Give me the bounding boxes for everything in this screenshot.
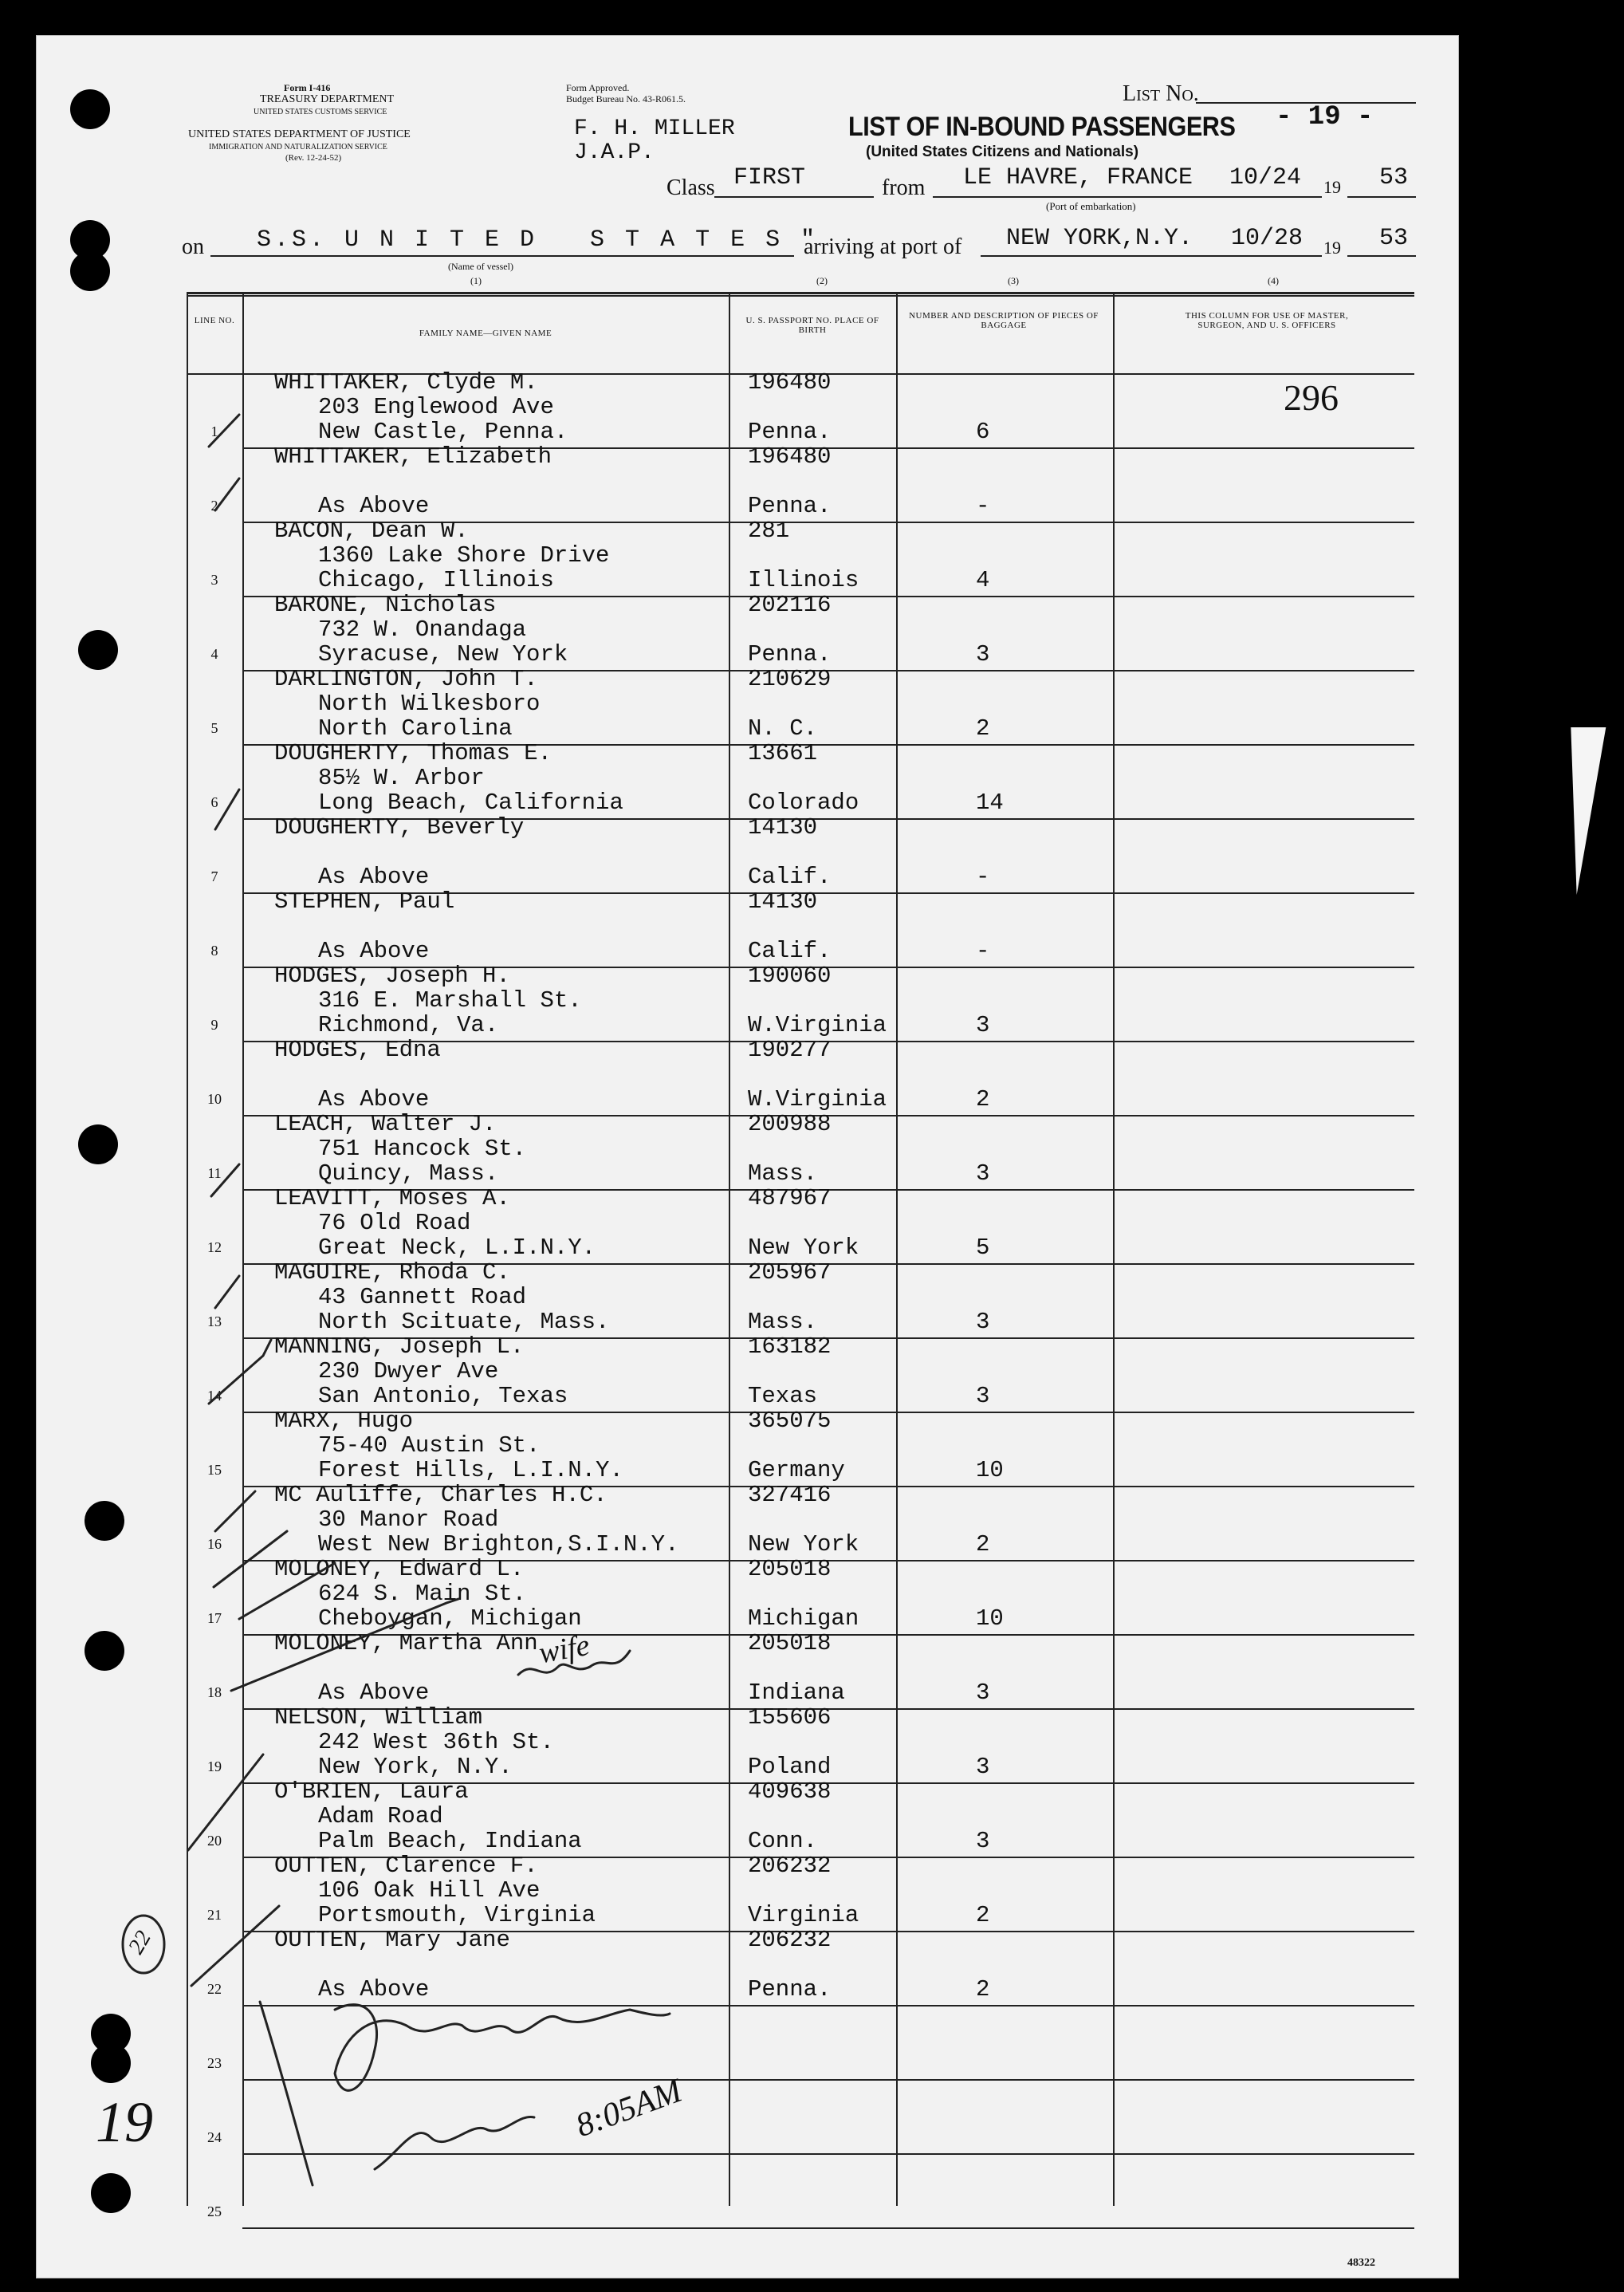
passenger-name: LEAVITT, Moses A. <box>274 1185 510 1211</box>
place-of-birth: New York <box>748 1235 859 1261</box>
officer-initials: J.A.P. <box>574 140 655 165</box>
line-number: 18 <box>207 1684 222 1700</box>
line-number: 16 <box>207 1536 222 1552</box>
address-line: As Above <box>318 493 430 519</box>
line-number: 19 <box>207 1758 222 1774</box>
passenger-name: STEPHEN, Paul <box>274 888 455 915</box>
address-line: 316 E. Marshall St. <box>318 987 582 1014</box>
line-number: 22 <box>207 1981 222 1997</box>
baggage-count: 4 <box>976 567 990 593</box>
line-number: 10 <box>207 1091 222 1107</box>
header-baggage: NUMBER AND DESCRIPTION OF PIECES OF BAGGAGE <box>909 311 1099 330</box>
year-prefix-2: 19 <box>1323 238 1341 258</box>
address-line: North Wilkesboro <box>318 691 541 717</box>
from-port: LE HAVRE, FRANCE <box>963 164 1193 191</box>
baggage-count: - <box>976 864 990 890</box>
passport-number: 190277 <box>748 1037 832 1063</box>
address-line: Long Beach, California <box>318 790 623 816</box>
baggage-count: 3 <box>976 1828 990 1854</box>
baggage-count: 10 <box>976 1457 1004 1483</box>
passenger-name: BACON, Dean W. <box>274 518 469 544</box>
address-line: 751 Hancock St. <box>318 1136 527 1162</box>
address-line: New Castle, Penna. <box>318 419 568 445</box>
address-line: Cheboygan, Michigan <box>318 1605 582 1632</box>
passenger-name: WHITTAKER, Elizabeth <box>274 443 552 470</box>
customs-service: UNITED STATES CUSTOMS SERVICE <box>254 108 387 116</box>
place-of-birth: Michigan <box>748 1605 859 1632</box>
address-line: 732 W. Onandaga <box>318 616 527 643</box>
officer-name: F. H. MILLER <box>574 116 735 141</box>
from-label: from <box>882 175 926 200</box>
passenger-name: BARONE, Nicholas <box>274 592 497 618</box>
passenger-name: DARLINGTON, John T. <box>274 666 538 692</box>
line-number: 9 <box>210 1017 218 1033</box>
place-of-birth: W.Virginia <box>748 1012 887 1038</box>
place-of-birth: Texas <box>748 1383 818 1409</box>
passport-number: 202116 <box>748 592 832 618</box>
port-embarkation-label: (Port of embarkation) <box>1046 200 1136 212</box>
header-passport: U. S. PASSPORT NO. PLACE OF BIRTH <box>745 316 879 335</box>
passport-number: 281 <box>748 518 790 544</box>
col-num-3: (3) <box>1008 275 1019 286</box>
place-of-birth: Penna. <box>748 419 832 445</box>
line-number: 25 <box>207 2203 222 2219</box>
line-number: 20 <box>207 1833 222 1849</box>
place-of-birth: Penna. <box>748 641 832 668</box>
baggage-count: 2 <box>976 1086 990 1113</box>
officers-number: 296 <box>1284 377 1339 418</box>
vessel-name: S.S. U N I T E D S T A T E S " <box>257 226 819 254</box>
passport-number: 487967 <box>748 1185 832 1211</box>
address-line: As Above <box>318 1976 430 2003</box>
address-line: Quincy, Mass. <box>318 1160 499 1187</box>
address-line: 230 Dwyer Ave <box>318 1358 499 1384</box>
passport-number: 13661 <box>748 740 818 766</box>
address-line: Syracuse, New York <box>318 641 568 668</box>
place-of-birth: Germany <box>748 1457 845 1483</box>
check-mark <box>188 1754 279 1986</box>
line-number: 15 <box>207 1462 222 1478</box>
place-of-birth: N. C. <box>748 715 818 742</box>
col-num-1: (1) <box>470 275 482 286</box>
line-number: 3 <box>210 572 218 588</box>
address-line: Great Neck, L.I.N.Y. <box>318 1235 596 1261</box>
address-line: Portsmouth, Virginia <box>318 1902 596 1928</box>
line-number: 14 <box>207 1388 222 1404</box>
place-of-birth: New York <box>748 1531 859 1558</box>
place-of-birth: Calif. <box>748 938 832 964</box>
address-line: 203 Englewood Ave <box>318 394 554 420</box>
passenger-name: MARX, Hugo <box>274 1408 414 1434</box>
ins-service: IMMIGRATION AND NATURALIZATION SERVICE <box>209 143 387 152</box>
address-line: North Carolina <box>318 715 513 742</box>
line-number: 1 <box>210 423 218 439</box>
passenger-name: O'BRIEN, Laura <box>274 1778 469 1805</box>
place-of-birth: Mass. <box>748 1309 818 1335</box>
baggage-count: 3 <box>976 1754 990 1780</box>
place-of-birth: Conn. <box>748 1828 818 1854</box>
address-line: Forest Hills, L.I.N.Y. <box>318 1457 623 1483</box>
passport-number: 205018 <box>748 1556 832 1582</box>
arrival-port: NEW YORK,N.Y. <box>1006 225 1193 252</box>
baggage-count: 14 <box>976 790 1004 816</box>
year-prefix: 19 <box>1323 177 1341 197</box>
line-number: 23 <box>207 2055 222 2071</box>
class-value: FIRST <box>733 164 806 191</box>
address-line: West New Brighton,S.I.N.Y. <box>318 1531 679 1558</box>
line-number: 13 <box>207 1313 222 1329</box>
on-label: on <box>182 234 204 259</box>
address-line: 242 West 36th St. <box>318 1729 554 1755</box>
line-number: 5 <box>210 720 218 736</box>
arrival-date: 10/28 <box>1231 225 1304 252</box>
baggage-count: 3 <box>976 1012 990 1038</box>
place-of-birth: Virginia <box>748 1902 859 1928</box>
address-line: 1360 Lake Shore Drive <box>318 542 610 569</box>
form-title: LIST OF IN-BOUND PASSENGERS <box>848 112 1236 142</box>
passenger-name: WHITTAKER, Clyde M. <box>274 369 538 396</box>
line-number: 2 <box>210 498 218 514</box>
address-line: As Above <box>318 1680 430 1706</box>
passenger-name: HODGES, Edna <box>274 1037 441 1063</box>
check-mark <box>209 415 239 1308</box>
passport-number: 206232 <box>748 1853 832 1879</box>
passport-number: 190060 <box>748 963 832 989</box>
margin-number: 19 <box>96 2090 153 2154</box>
address-line: New York, N.Y. <box>318 1754 513 1780</box>
baggage-count: 2 <box>976 1902 990 1928</box>
address-line: North Scituate, Mass. <box>318 1309 610 1335</box>
passport-number: 206232 <box>748 1927 832 1953</box>
signature-scribble <box>375 2117 534 2169</box>
address-line: San Antonio, Texas <box>318 1383 568 1409</box>
circled-annotation: 22 <box>124 1926 156 1959</box>
form-approved: Form Approved. <box>566 82 630 93</box>
passenger-name: OUTTEN, Clarence F. <box>274 1853 538 1879</box>
baggage-count: 3 <box>976 1160 990 1187</box>
line-number: 24 <box>207 2129 222 2145</box>
baggage-count: 5 <box>976 1235 990 1261</box>
passenger-name: MC Auliffe, Charles H.C. <box>274 1482 608 1508</box>
line-number: 7 <box>210 868 218 884</box>
passport-number: 409638 <box>748 1778 832 1805</box>
class-label: Class <box>667 175 715 200</box>
passenger-name: NELSON, William <box>274 1704 483 1731</box>
wife-annotation: wife <box>536 1628 592 1671</box>
passenger-name: HODGES, Joseph H. <box>274 963 510 989</box>
place-of-birth: W.Virginia <box>748 1086 887 1113</box>
address-line: Palm Beach, Indiana <box>318 1828 582 1854</box>
baggage-count: 10 <box>976 1605 1004 1632</box>
line-number: 21 <box>207 1907 222 1923</box>
check-mark <box>209 1340 287 1587</box>
passport-number: 196480 <box>748 443 832 470</box>
address-line: 76 Old Road <box>318 1210 471 1236</box>
passenger-name: MOLONEY, Edward L. <box>274 1556 525 1582</box>
baggage-count: 2 <box>976 1531 990 1558</box>
baggage-count: 6 <box>976 419 990 445</box>
baggage-count: 3 <box>976 1309 990 1335</box>
baggage-count: 2 <box>976 1976 990 2003</box>
passenger-name: MOLONEY, Martha Ann <box>274 1630 538 1656</box>
address-line: Adam Road <box>318 1803 443 1829</box>
address-line: 75-40 Austin St. <box>318 1432 541 1459</box>
address-line: As Above <box>318 1086 430 1113</box>
address-line: As Above <box>318 864 430 890</box>
place-of-birth: Mass. <box>748 1160 818 1187</box>
place-of-birth: Illinois <box>748 567 859 593</box>
budget-bureau: Budget Bureau No. 43-R061.5. <box>566 93 686 104</box>
form-number: Form I-416 <box>284 82 331 93</box>
address-line: 85½ W. Arbor <box>318 765 485 791</box>
header-name: FAMILY NAME—GIVEN NAME <box>419 329 552 338</box>
passport-number: 205018 <box>748 1630 832 1656</box>
place-of-birth: Indiana <box>748 1680 845 1706</box>
time-annotation: 8:05AM <box>571 2072 687 2145</box>
place-of-birth: Penna. <box>748 493 832 519</box>
passport-number: 155606 <box>748 1704 832 1731</box>
passport-number: 14130 <box>748 888 818 915</box>
justice-dept: UNITED STATES DEPARTMENT OF JUSTICE <box>188 128 411 140</box>
passport-number: 365075 <box>748 1408 832 1434</box>
col-num-2: (2) <box>816 275 828 286</box>
header-line-no: LINE NO. <box>194 316 235 325</box>
address-line: 30 Manor Road <box>318 1506 499 1533</box>
passport-number: 205967 <box>748 1259 832 1286</box>
line-number: 6 <box>210 794 218 810</box>
line-number: 17 <box>207 1610 222 1626</box>
address-line: Chicago, Illinois <box>318 567 554 593</box>
passenger-name: DOUGHERTY, Beverly <box>274 814 525 841</box>
baggage-count: 3 <box>976 1680 990 1706</box>
address-line: Richmond, Va. <box>318 1012 499 1038</box>
line-number: 8 <box>210 943 218 959</box>
address-line: 624 S. Main St. <box>318 1581 527 1607</box>
header-officers: THIS COLUMN FOR USE OF MASTER, SURGEON, AND U. S. OFFICERS <box>1185 311 1349 330</box>
baggage-count: 3 <box>976 641 990 668</box>
arriving-label: arriving at port of <box>804 234 962 259</box>
year-value: 53 <box>1379 164 1409 191</box>
place-of-birth: Calif. <box>748 864 832 890</box>
year-value-2: 53 <box>1379 225 1409 252</box>
passport-number: 200988 <box>748 1111 832 1137</box>
treasury-dept: TREASURY DEPARTMENT <box>260 93 395 105</box>
address-line: 106 Oak Hill Ave <box>318 1877 541 1904</box>
passenger-name: MANNING, Joseph L. <box>274 1333 525 1360</box>
address-line: As Above <box>318 938 430 964</box>
address-line: 43 Gannett Road <box>318 1284 527 1310</box>
form-subtitle: (United States Citizens and Nationals) <box>866 144 1139 160</box>
vessel-label: (Name of vessel) <box>448 261 513 272</box>
passenger-name: DOUGHERTY, Thomas E. <box>274 740 552 766</box>
baggage-count: - <box>976 493 990 519</box>
col-num-4: (4) <box>1268 275 1279 286</box>
line-number: 12 <box>207 1239 222 1255</box>
revision: (Rev. 12-24-52) <box>285 153 342 163</box>
baggage-count: 3 <box>976 1383 990 1409</box>
place-of-birth: Colorado <box>748 790 859 816</box>
passenger-name: MAGUIRE, Rhoda C. <box>274 1259 510 1286</box>
passport-number: 327416 <box>748 1482 832 1508</box>
line-number: 11 <box>207 1165 222 1181</box>
passport-number: 14130 <box>748 814 818 841</box>
check-mark <box>231 1563 458 1691</box>
passenger-name: OUTTEN, Mary Jane <box>274 1927 510 1953</box>
passport-number: 196480 <box>748 369 832 396</box>
place-of-birth: Penna. <box>748 1976 832 2003</box>
list-number: - 19 - <box>1276 102 1374 132</box>
passenger-name: LEACH, Walter J. <box>274 1111 497 1137</box>
passport-number: 163182 <box>748 1333 832 1360</box>
baggage-count: - <box>976 938 990 964</box>
baggage-count: 2 <box>976 715 990 742</box>
footer-code: 48322 <box>1347 2257 1375 2269</box>
signature-scribble <box>260 2002 670 2185</box>
line-number: 4 <box>210 646 218 662</box>
from-date: 10/24 <box>1229 164 1302 191</box>
list-no-label: List No. <box>1123 81 1199 106</box>
passport-number: 210629 <box>748 666 832 692</box>
place-of-birth: Poland <box>748 1754 832 1780</box>
